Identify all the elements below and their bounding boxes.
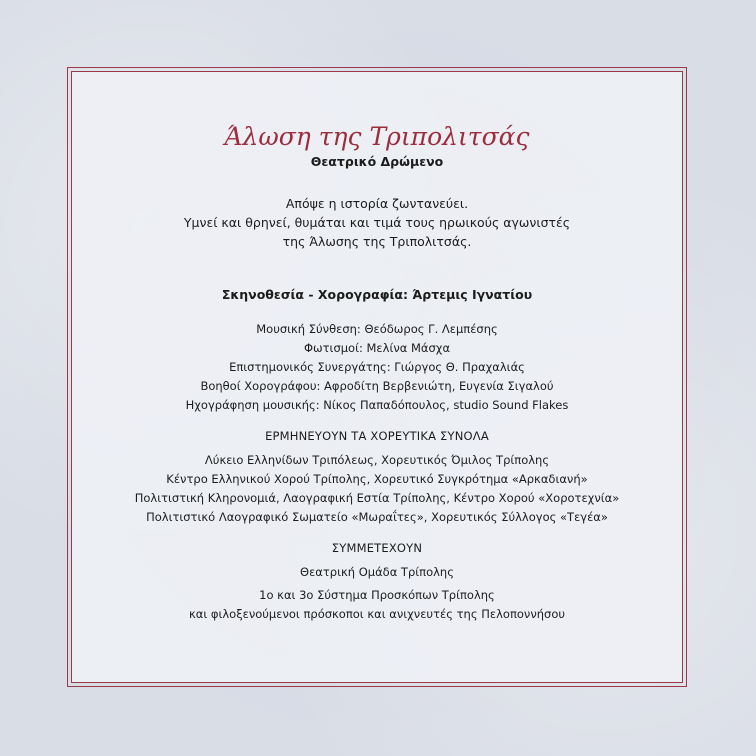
dance-groups-heading: ΕΡΜΗΝΕΥΟΥΝ ΤΑ ΧΟΡΕΥΤΙΚΑ ΣΥΝΟΛΑ xyxy=(265,429,489,443)
intro-line: Απόψε η ιστορία ζωντανεύει. xyxy=(285,196,469,211)
intro-line: της Άλωσης της Τριπολιτσάς. xyxy=(282,234,472,249)
dance-group-line: Πολιτιστική Κληρονομιά, Λαογραφική Εστία Τρίπολης, Κέντρο Χορού «Χοροτεχνία» xyxy=(134,491,620,505)
intro-text xyxy=(71,194,683,251)
dance-group-line: Πολιτιστικό Λαογραφικό Σωματείο «Μωραΐτες», Χορευτικός Σύλλογος «Τεγέα» xyxy=(146,510,608,524)
scouts-line: και φιλοξενούμενοι πρόσκοποι και ανιχνευτές της Πελοποννήσου xyxy=(188,607,566,621)
intro-line: Υμνεί και θρηνεί, θυμάται και τιμά τους ηρωικούς αγωνιστές xyxy=(183,215,571,230)
participants-heading: ΣΥΜΜΕΤΕΧΟΥΝ xyxy=(331,541,423,555)
participants-scouts xyxy=(71,586,683,624)
dance-group-line: Κέντρο Ελληνικού Χορού Τρίπολης, Χορευτικό Συγκρότημα «Αρκαδιανή» xyxy=(166,472,588,486)
scouts-line: 1ο και 3ο Σύστημα Προσκόπων Τρίπολης xyxy=(259,588,495,602)
director-credit: Σκηνοθεσία - Χορογραφία: Άρτεμις Ιγνατίου xyxy=(221,287,533,302)
event-title: Άλωση της Τριπολιτσάς xyxy=(224,122,530,151)
credit-line: Μουσική Σύνθεση: Θεόδωρος Γ. Λεμπέσης xyxy=(256,322,498,336)
credits-list xyxy=(71,320,683,415)
dance-groups-list xyxy=(71,451,683,527)
dance-group-line: Λύκειο Ελληνίδων Τριπόλεως, Χορευτικός Όμιλος Τρίπολης xyxy=(204,453,550,467)
credit-line: Βοηθοί Χορογράφου: Αφροδίτη Βερβενιώτη, Ευγενία Σιγαλού xyxy=(200,379,554,393)
credit-line: Επιστημονικός Συνεργάτης: Γιώργος Θ. Πραχαλιάς xyxy=(229,360,525,374)
participants-theatre: Θεατρική Ομάδα Τρίπολης xyxy=(300,565,454,579)
credit-line: Φωτισμοί: Μελίνα Μάσχα xyxy=(303,341,451,355)
credit-line: Ηχογράφηση μουσικής: Νίκος Παπαδόπουλος, studio Sound Flakes xyxy=(185,398,569,412)
program-content xyxy=(71,71,683,624)
event-subtitle: Θεατρικό Δρώμενο xyxy=(310,154,444,169)
